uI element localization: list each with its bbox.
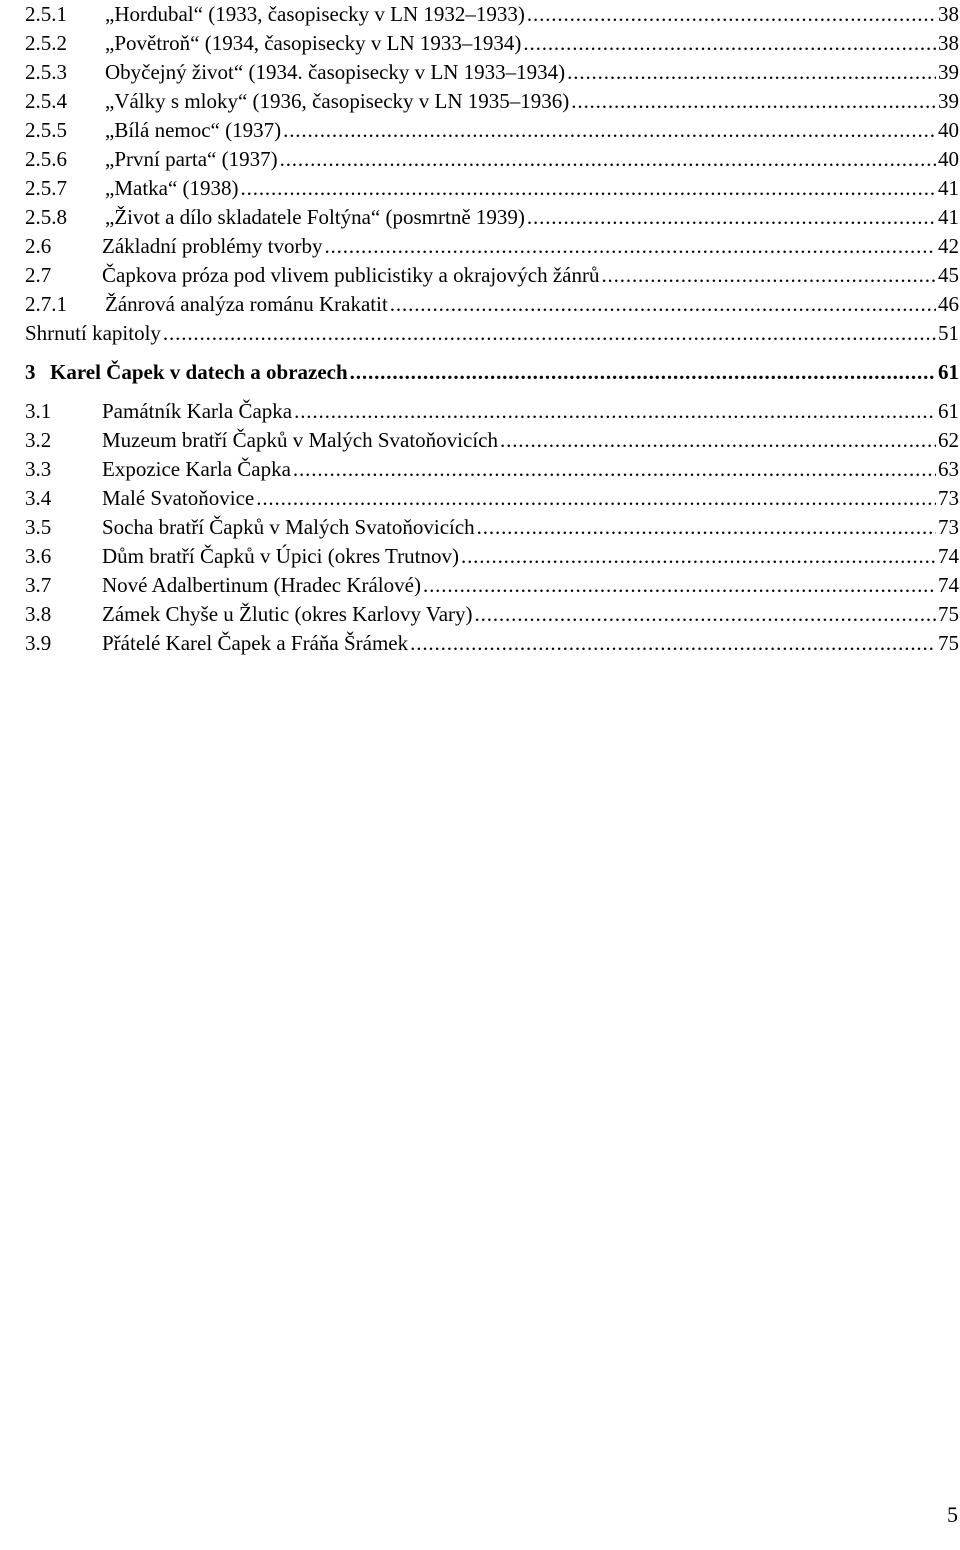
toc-entry-number: 2.5.1 — [25, 2, 67, 26]
toc-entry-title: Obyčejný život“ (1934. časopisecky v LN 1933–1934) — [105, 60, 566, 84]
toc-entry-page: 38 — [938, 2, 959, 26]
toc-entry-title: Dům bratří Čapků v Úpici (okres Trutnov) — [102, 544, 459, 568]
toc-entry-title: Přátelé Karel Čapek a Fráňa Šrámek — [102, 631, 409, 655]
toc-entry[interactable] — [25, 232, 959, 260]
dot-leader — [241, 174, 936, 202]
toc-entry-number: 3.8 — [25, 602, 52, 626]
dot-leader — [293, 455, 936, 483]
toc-entry[interactable] — [25, 600, 959, 628]
dot-leader — [477, 513, 936, 541]
toc-entry-number: 2.5.3 — [25, 60, 67, 84]
dot-leader — [527, 203, 936, 231]
toc-entry-page: 38 — [938, 31, 959, 55]
toc-entry-page: 41 — [938, 176, 959, 200]
toc-entry[interactable] — [25, 203, 959, 231]
toc-entry[interactable] — [25, 58, 959, 86]
toc-entry-page: 73 — [938, 515, 959, 539]
toc-entry[interactable] — [25, 0, 959, 28]
toc-entry-page: 74 — [938, 573, 959, 597]
toc-entry-number: 2.7.1 — [25, 292, 67, 316]
toc-entry-page: 40 — [938, 118, 959, 142]
dot-leader — [601, 261, 936, 289]
toc-entry[interactable] — [25, 290, 959, 318]
toc-entry-page: 74 — [938, 544, 959, 568]
toc-entry-title: „Povětroň“ (1934, časopisecky v LN 1933–1934) — [105, 31, 522, 55]
dot-leader — [410, 629, 936, 657]
toc-entry-page: 75 — [938, 602, 959, 626]
dot-leader — [523, 29, 936, 57]
toc-entry-title: Základní problémy tvorby — [102, 234, 323, 258]
dot-leader — [500, 426, 936, 454]
toc-entry-page: 45 — [938, 263, 959, 287]
dot-leader — [350, 358, 936, 386]
toc-entry-number: 3 — [25, 360, 36, 384]
toc-entry-number: 3.5 — [25, 515, 52, 539]
toc-entry[interactable] — [25, 87, 959, 115]
toc-entry-number: 3.6 — [25, 544, 52, 568]
toc-entry-page: 75 — [938, 631, 959, 655]
toc-entry-number: 2.5.8 — [25, 205, 67, 229]
toc-entry-number: 3.4 — [25, 486, 52, 510]
toc-entry-number: 2.5.5 — [25, 118, 67, 142]
dot-leader — [390, 290, 936, 318]
toc-entry-title: „Hordubal“ (1933, časopisecky v LN 1932–1933) — [105, 2, 525, 26]
toc-entry-title: „Bílá nemoc“ (1937) — [105, 118, 282, 142]
toc-entry-title: Karel Čapek v datech a obrazech — [50, 360, 348, 384]
toc-entry-page: 46 — [938, 292, 959, 316]
toc-entry-number: 3.1 — [25, 399, 52, 423]
toc-entry-title: Nové Adalbertinum (Hradec Králové) — [102, 573, 421, 597]
toc-entry-page: 61 — [938, 399, 959, 423]
toc-entry-number: 2.5.7 — [25, 176, 67, 200]
toc-entry[interactable] — [25, 455, 959, 483]
toc-entry-title: „Život a dílo skladatele Foltýna“ (posmrtně 1939) — [105, 205, 525, 229]
toc-entry[interactable] — [25, 571, 959, 599]
toc-entry-number: 3.9 — [25, 631, 52, 655]
toc-entry-page: 61 — [938, 360, 959, 384]
toc-entry[interactable] — [25, 319, 959, 347]
dot-leader — [567, 58, 936, 86]
toc-entry-number: 2.7 — [25, 263, 52, 287]
toc-entry-title: Shrnutí kapitoly — [25, 321, 161, 345]
toc-entry-number: 2.5.2 — [25, 31, 67, 55]
toc-entry-title: Památník Karla Čapka — [102, 399, 293, 423]
toc-entry-number: 2.5.6 — [25, 147, 67, 171]
dot-leader — [283, 116, 936, 144]
toc-entry-page: 40 — [938, 147, 959, 171]
toc-entry-page: 42 — [938, 234, 959, 258]
toc-entry-number: 3.7 — [25, 573, 52, 597]
dot-leader — [280, 145, 936, 173]
toc-entry-title: Zámek Chyše u Žlutic (okres Karlovy Vary) — [102, 602, 473, 626]
toc-entry[interactable] — [25, 261, 959, 289]
toc-entry-title: Žánrová analýza románu Krakatit — [105, 292, 388, 316]
toc-entry[interactable] — [25, 484, 959, 512]
toc-entry-page: 73 — [938, 486, 959, 510]
toc-entry-title: Malé Svatoňovice — [102, 486, 255, 510]
toc-entry-title: „První parta“ (1937) — [105, 147, 278, 171]
toc-entry-number: 2.6 — [25, 234, 52, 258]
dot-leader — [256, 484, 936, 512]
toc-entry-number: 3.3 — [25, 457, 52, 481]
dot-leader — [571, 87, 936, 115]
toc-entry-page: 41 — [938, 205, 959, 229]
dot-leader — [423, 571, 936, 599]
page-number: 5 — [947, 1502, 958, 1527]
toc-entry-title: „Matka“ (1938) — [105, 176, 239, 200]
toc-entry-number: 2.5.4 — [25, 89, 67, 113]
toc-entry-title: „Války s mloky“ (1936, časopisecky v LN 1935–1936) — [105, 89, 570, 113]
toc-entry[interactable] — [25, 513, 959, 541]
dot-leader — [527, 0, 936, 28]
toc-entry[interactable] — [25, 174, 959, 202]
toc-entry[interactable] — [25, 426, 959, 454]
toc-entry-page: 39 — [938, 89, 959, 113]
toc-entry[interactable] — [25, 145, 959, 173]
toc-entry-title: Expozice Karla Čapka — [102, 457, 291, 481]
toc-entry-title: Muzeum bratří Čapků v Malých Svatoňovicích — [102, 428, 498, 452]
toc-entry[interactable] — [25, 29, 959, 57]
toc-entry-page: 51 — [938, 321, 959, 345]
toc-entry[interactable] — [25, 542, 959, 570]
toc-entry[interactable] — [25, 358, 959, 386]
toc-entry-page: 63 — [938, 457, 959, 481]
toc-entry[interactable] — [25, 116, 959, 144]
toc-entry-number: 3.2 — [25, 428, 52, 452]
toc-entry[interactable] — [25, 629, 959, 657]
toc-entry-page: 62 — [938, 428, 959, 452]
toc-entry-title: Čapkova próza pod vlivem publicistiky a okrajových žánrů — [102, 263, 600, 287]
toc-entry-page: 39 — [938, 60, 959, 84]
dot-leader — [475, 600, 936, 628]
dot-leader — [324, 232, 936, 260]
toc-entry-title: Socha bratří Čapků v Malých Svatoňovicích — [102, 515, 475, 539]
toc-entry[interactable] — [25, 397, 959, 425]
dot-leader — [294, 397, 936, 425]
dot-leader — [163, 319, 936, 347]
dot-leader — [461, 542, 936, 570]
